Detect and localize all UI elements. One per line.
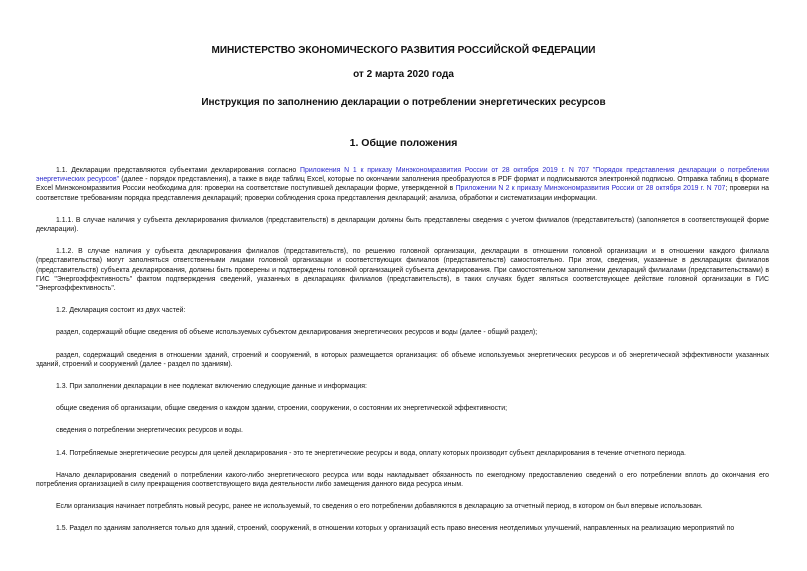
- paragraph-1-3: 1.3. При заполнении декларации в нее подлежат включению следующие данные и информация:: [56, 383, 367, 391]
- paragraph-1-4: 1.4. Потребляемые энергетические ресурсы для целей декларирования - это те энергетические ресурсы и вода, оплату которых производит субъект декларирования в течение отчетного периода.: [56, 449, 686, 457]
- paragraph-1-2-item-a: раздел, содержащий общие сведения об объеме используемых субъектом декларирования энергетических ресурсов и воды (далее - общий раздел);: [56, 329, 538, 337]
- paragraph-1-2: 1.2. Декларация состоит из двух частей:: [56, 307, 186, 315]
- document-body: [36, 166, 769, 547]
- section-title: 1. Общие положения: [349, 137, 458, 149]
- document-date: от 2 марта 2020 года: [353, 69, 454, 80]
- document-title: Инструкция по заполнению декларации о потреблении энергетических ресурсов: [201, 97, 606, 108]
- paragraph-text: (далее - порядок представления), а также в виде таблиц Excel, которые по окончании заполнения преобразуются в PDF формат и подписываются электронной подписью. Отправка таблиц в формате Excel Минэкономразвития России необходима для: проверки на соответствие поступившей декларации форме, утвержденной в: [36, 176, 769, 193]
- paragraph-1-1-2: 1.1.2. В случае наличия у субъекта декларирования филиалов (представительств), по решению головной организации, декларации в отношении головной организации и в отношении каждого филиала (представительства) могут заполняться ответственными лицами головной организации и соответствующих филиалов (представительств) самостоятельно. При этом, сведения, указанные в декларациях филиалов (представительств) субъекта декларирования, должны быть проверены и подтверждены головной организацией субъекта декларирования. При самостоятельном заполнении деклараций филиалами (представительствами) в ГИС "Энергоэффективность" фактом подтверждения сведений, указанных в декларациях филиалов (представительств), в таких случаях будет являться соответствующее действие головной организации в ГИС "Энергоэффективность".: [36, 248, 769, 293]
- paragraph-1-2-item-b: раздел, содержащий сведения в отношении зданий, строений и сооружений, в которых размещается организация: об объеме используемых энергетических ресурсов и об энергетической эффективности указанных зданий, строений и сооружений (далее - раздел по зданиям).: [36, 351, 769, 368]
- paragraph-text: 1.1. Декларации представляются субъектами декларирования согласно: [56, 167, 301, 174]
- paragraph-1-1: [36, 166, 769, 203]
- paragraph-1-1-1: 1.1.1. В случае наличия у субъекта декларирования филиалов (представительств) в декларации должны быть представлены сведения с учетом филиалов (представительств) (заполняется в соответствующей форме декларации).: [36, 216, 769, 234]
- order-707-appendix-1-link[interactable]: Приложения N 1 к приказу Минэкономразвития России от 28 октября 2019 г. N 707 "Порядок представления декларации о потреблении энергетических ресурсов": [36, 167, 769, 184]
- order-707-appendix-2-link[interactable]: Приложении N 2 к приказу Минэкономразвития России от 28 октября 2019 г. N 707: [455, 185, 726, 193]
- paragraph-1-3-item-b: сведения о потреблении энергетических ресурсов и воды.: [56, 427, 243, 435]
- paragraph-1-5: 1.5. Раздел по зданиям заполняется только для зданий, строений, сооружений, в отношении которых у организаций есть право внесения неотделимых улучшений, направленных на реализацию мероприятий по: [56, 525, 735, 533]
- paragraph-text: ; проверки на соответствие требованиям порядка представления деклараций; проверки соблюдения срока представления деклараций; анализа, обработки и систематизации информации.: [36, 185, 770, 202]
- paragraph-1-3-item-a: общие сведения об организации, общие сведения о каждом здании, строении, сооружении, о состоянии их энергетической эффективности;: [56, 405, 507, 413]
- ministry-heading: МИНИСТЕРСТВО ЭКОНОМИЧЕСКОГО РАЗВИТИЯ РОССИЙСКОЙ ФЕДЕРАЦИИ: [211, 45, 596, 56]
- paragraph-1-4-note-b: Если организация начинает потреблять новый ресурс, ранее не используемый, то сведения о его потреблении добавляются в декларацию за отчетный период, в котором он был впервые использован.: [56, 503, 703, 511]
- paragraph-1-4-note-a: Начало декларирования сведений о потреблении какого-либо энергетического ресурса или воды накладывает обязанность по ежегодному предоставлению сведений о его потреблении вплоть до окончания его потребления организацией в силу прекращения соответствующего вида деятельности либо замещения данного вида ресурса иным.: [36, 471, 769, 489]
